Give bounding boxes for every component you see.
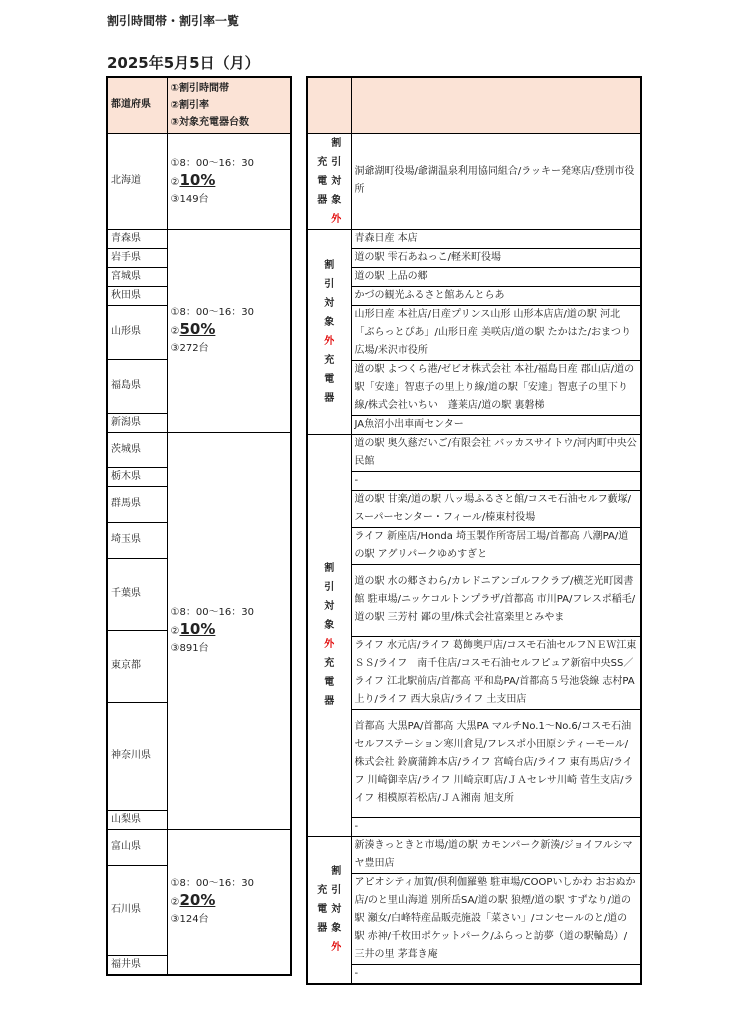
discount-info: ①8：00～16：30 ②20% ③124台 xyxy=(167,829,291,975)
pref-cell: 福島県 xyxy=(107,359,167,413)
station-list: 道の駅 よつくら港/ゼビオ株式会社 本社/福島日産 郡山店/道の駅「安達」智恵子の里上り線/道の駅「安達」智恵子の里下り線/株式会社いちい 蓬莱店/道の駅 裏磐梯 xyxy=(351,360,641,415)
excluded-chargers-table xyxy=(306,76,642,985)
pref-cell: 山形県 xyxy=(107,305,167,359)
station-list: アピオシティ加賀/倶利伽羅塾 駐車場/COOPいしかわ おおぬか店/のと里山海道 別所岳SA/道の駅 狼煙/道の駅 すずなり/道の駅 瀬女/白峰特産品販売施設「菜さい」/コンセールのと/道の駅 赤神/千枚田ポケットパーク/ふらっと訪夢（道の駅輪島）/三井の里 茅葺き庵 xyxy=(351,873,641,964)
station-list: 道の駅 水の郷さわら/カレドニアンゴルフクラブ/横芝光町図書館 駐車場/ニッケコルトンプラザ/首都高 市川PA/フレスポ稲毛/道の駅 三芳村 鄙の里/株式会社富楽里とみやま xyxy=(351,564,641,636)
header-prefecture: 都道府県 xyxy=(107,77,167,133)
pref-cell: 宮城県 xyxy=(107,267,167,286)
station-list: 新湊きっときと市場/道の駅 カモンパーク新湊/ジョイフルシマヤ豊田店 xyxy=(351,836,641,873)
rate-value: 10% xyxy=(179,620,216,638)
excluded-label: 充 電 器 割 引 対 象 外 xyxy=(307,836,351,984)
station-list: 山形日産 本社店/日産プリンス山形 山形本店店/道の駅 河北「ぶらっとぴあ」/山形日産 美咲店/道の駅 たかはた/おまつり広場/米沢市役所 xyxy=(351,305,641,360)
pref-cell: 福井県 xyxy=(107,955,167,975)
pref-cell: 岩手県 xyxy=(107,248,167,267)
pref-cell: 秋田県 xyxy=(107,286,167,305)
station-list: 道の駅 奥久慈だいご/有限会社 バッカスサイトウ/河内町中央公民館 xyxy=(351,434,641,471)
station-list: - xyxy=(351,817,641,836)
station-list: ライフ 水元店/ライフ 葛飾奥戸店/コスモ石油セルフＮＥＷ江東ＳＳ/ライフ 南千住店/コスモ石油セルフピュア新宿中央SS／ライフ 江北駅前店/首都高 平和島PA/首都高５号池袋線 志村PA上り/ライフ 西大泉店/ライフ 土支田店 xyxy=(351,636,641,709)
station-list: - xyxy=(351,964,641,984)
station-list: 道の駅 甘楽/道の駅 八ッ場ふるさと館/コスモ石油セルフ藪塚/スーパーセンター・フィール/榛東村役場 xyxy=(351,490,641,527)
excluded-label: 割 引 対 象 外 充 電 器 xyxy=(307,229,351,434)
pref-cell: 茨城県 xyxy=(107,432,167,467)
discount-info: ①8：00～16：30 ②10% ③149台 xyxy=(167,133,291,229)
station-list: 首都高 大黒PA/首都高 大黒PA マルチNo.1～No.6/コスモ石油セルフステーション寒川倉見/フレスポ小田原シティーモール/株式会社 鈴廣蒲鉾本店/ライフ 宮崎台店/ライフ 東有馬店/ライフ 川崎御幸店/ライフ 川崎京町店/ＪＡセレサ川崎 菅生支店/ライフ 相模原若松店/ＪＡ湘南 旭支所 xyxy=(351,709,641,817)
pref-cell: 神奈川県 xyxy=(107,702,167,810)
station-list: 青森日産 本店 xyxy=(351,229,641,248)
station-list: 道の駅 上品の郷 xyxy=(351,267,641,286)
discount-table xyxy=(106,76,292,976)
excluded-label: 割 引 対 象 外 充 電 器 xyxy=(307,434,351,836)
pref-cell: 栃木県 xyxy=(107,467,167,486)
station-list: JA魚沼小出車両センター xyxy=(351,415,641,434)
pref-cell: 埼玉県 xyxy=(107,522,167,558)
pref-cell: 富山県 xyxy=(107,829,167,865)
station-list: 道の駅 雫石あねっこ/軽米町役場 xyxy=(351,248,641,267)
station-list: ライフ 新座店/Honda 埼玉製作所寄居工場/首都高 八潮PA/道の駅 アグリパークゆめすぎと xyxy=(351,527,641,564)
rate-value: 10% xyxy=(179,170,216,189)
rate-value: 50% xyxy=(179,320,216,338)
header-blank-1 xyxy=(307,77,351,133)
station-list: かづの観光ふるさと館あんとらあ xyxy=(351,286,641,305)
pref-cell: 千葉県 xyxy=(107,558,167,630)
pref-cell: 東京都 xyxy=(107,630,167,702)
discount-info: ①8：00～16：30 ②50% ③272台 xyxy=(167,229,291,432)
rate-value: 20% xyxy=(179,891,216,909)
pref-cell: 新潟県 xyxy=(107,413,167,432)
discount-info: ①8：00～16：30 ②10% ③891台 xyxy=(167,432,291,829)
header-legend: ①割引時間帯 ②割引率 ③対象充電器台数 xyxy=(167,77,291,133)
header-blank-2 xyxy=(351,77,641,133)
station-list: 洞爺湖町役場/爺湖温泉利用協同組合/ラッキー発寒店/登別市役所 xyxy=(351,133,641,229)
doc-date: 2025年5月5日（月） xyxy=(107,54,260,72)
pref-cell: 青森県 xyxy=(107,229,167,248)
pref-cell: 群馬県 xyxy=(107,486,167,522)
station-list: - xyxy=(351,471,641,490)
doc-title: 割引時間帯・割引率一覧 xyxy=(107,14,240,28)
excluded-label: 充 電 器 割 引 対 象 外 xyxy=(307,133,351,229)
pref-cell: 山梨県 xyxy=(107,810,167,829)
pref-cell: 石川県 xyxy=(107,865,167,955)
pref-cell: 北海道 xyxy=(107,133,167,229)
